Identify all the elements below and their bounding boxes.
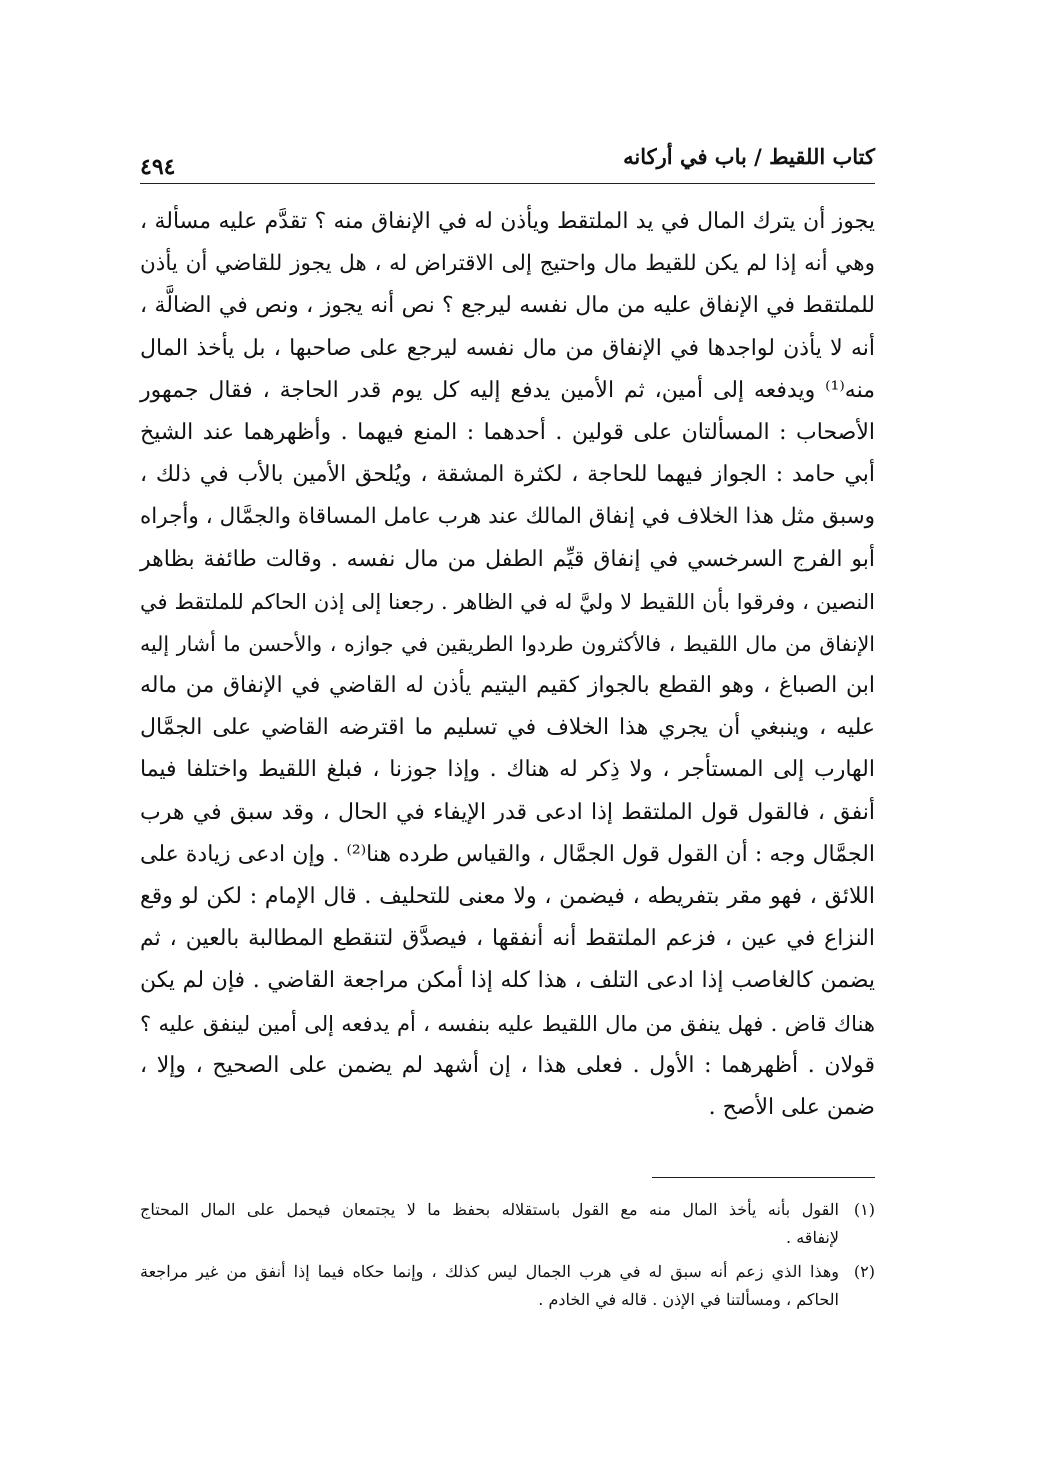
- footnote-2: [140, 1258, 875, 1314]
- footnote-line: لإنفاقه .: [786, 1228, 839, 1247]
- footnote-number: (١): [853, 1200, 875, 1219]
- footnote-1: [140, 1196, 875, 1252]
- body-line: النصين ، وفرقوا بأن اللقيط لا وليَّ له في الظاهر . رجعنا إلى إذن الحاكم للملتقط في: [140, 589, 875, 614]
- body-line: الهارب إلى المستأجر ، ولا ذِكر له هناك . وإذا جوزنا ، فبلغ اللقيط واختلفا فيما: [140, 757, 875, 783]
- body-line: للملتقط في الإنفاق عليه من مال نفسه ليرجع ؟ نص أنه يجوز ، ونص في الضالَّة ،: [140, 293, 875, 319]
- footnote-line: القول بأنه يأخذ المال منه مع القول باستقلاله بحفظ ما لا يجتمعان فيحمل على المال المحتاج: [140, 1200, 839, 1219]
- header-divider: [140, 183, 875, 184]
- body-line: أبي حامد : الجواز فيهما للحاجة ، لكثرة المشقة ، ويُلحق الأمين بالأب في ذلك ،: [140, 462, 875, 488]
- body-line: اللائق ، فهو مقر بتفريطه ، فيضمن ، ولا معنى للتحليف . قال الإمام : لكن لو وقع: [140, 884, 875, 909]
- footnotes: [140, 1196, 875, 1320]
- body-line: وسبق مثل هذا الخلاف في إنفاق المالك عند هرب عامل المساقاة والجمَّال ، وأجراه: [140, 504, 875, 530]
- body-line: يجوز أن يترك المال في يد الملتقط ويأذن له في الإنفاق منه ؟ تقدَّم عليه مسألة ،: [140, 209, 875, 234]
- body-line: الجمَّال وجه : أن القول قول الجمَّال ، والقياس طرده هنا⁽²⁾ . وإن ادعى زيادة على: [140, 841, 875, 867]
- running-header: [140, 142, 875, 178]
- header-title: كتاب اللقيط / باب في أركانه: [623, 144, 875, 169]
- body-line: أنفق ، فالقول قول الملتقط إذا ادعى قدر الإيفاء في الحال ، وقد سبق في هرب: [140, 799, 875, 825]
- body-text: [140, 201, 875, 1129]
- footnote-number: (٢): [853, 1262, 875, 1281]
- body-line: أنه لا يأذن لواجدها في الإنفاق من مال نفسه ليرجع على صاحبها ، بل يأخذ المال: [140, 335, 875, 361]
- body-line: منه⁽¹⁾ ويدفعه إلى أمين، ثم الأمين يدفع إليه كل يوم قدر الحاجة ، فقال جمهور: [140, 377, 875, 403]
- footnote-line: الحاكم ، ومسألتنا في الإذن . قاله في الخادم .: [538, 1290, 839, 1309]
- body-line: يضمن كالغاصب إذا ادعى التلف ، هذا كله إذا أمكن مراجعة القاضي . فإن لم يكن: [140, 968, 875, 994]
- footnote-line: وهذا الذي زعم أنه سبق له في هرب الجمال ليس كذلك ، وإنما حكاه فيما إذا أنفق من غير مراجعة: [140, 1262, 840, 1281]
- body-line: أبو الفرج السرخسي في إنفاق قيِّم الطفل من مال نفسه . وقالت طائفة بظاهر: [140, 546, 875, 572]
- body-line: ابن الصباغ ، وهو القطع بالجواز كقيم اليتيم يأذن له القاضي في الإنفاق من ماله: [140, 673, 875, 699]
- body-line-last: ضمن على الأصح .: [708, 1094, 875, 1120]
- body-line: عليه ، وينبغي أن يجري هذا الخلاف في تسليم ما اقترضه القاضي على الجمَّال: [140, 715, 875, 741]
- body-line: قولان . أظهرهما : الأول . فعلى هذا ، إن أشهد لم يضمن على الصحيح ، وإلا ،: [140, 1052, 875, 1078]
- body-line: هناك قاض . فهل ينفق من مال اللقيط عليه بنفسه ، أم يدفعه إلى أمين لينفق عليه ؟: [140, 1011, 875, 1036]
- body-line: وهي أنه إذا لم يكن للقيط مال واحتيج إلى الاقتراض له ، هل يجوز للقاضي أن يأذن: [140, 251, 875, 277]
- footnote-divider: [652, 1177, 875, 1178]
- body-line: الأصحاب : المسألتان على قولين . أحدهما : المنع فيهما . وأظهرهما عند الشيخ: [140, 419, 875, 445]
- page-number: ٤٩٤: [140, 154, 176, 180]
- body-line: النزاع في عين ، فزعم الملتقط أنه أنفقها ، فيصدَّق لتنقطع المطالبة بالعين ، ثم: [140, 926, 875, 952]
- body-line: الإنفاق من مال اللقيط ، فالأكثرون طردوا الطريقين في جوازه ، والأحسن ما أشار إليه: [140, 631, 875, 656]
